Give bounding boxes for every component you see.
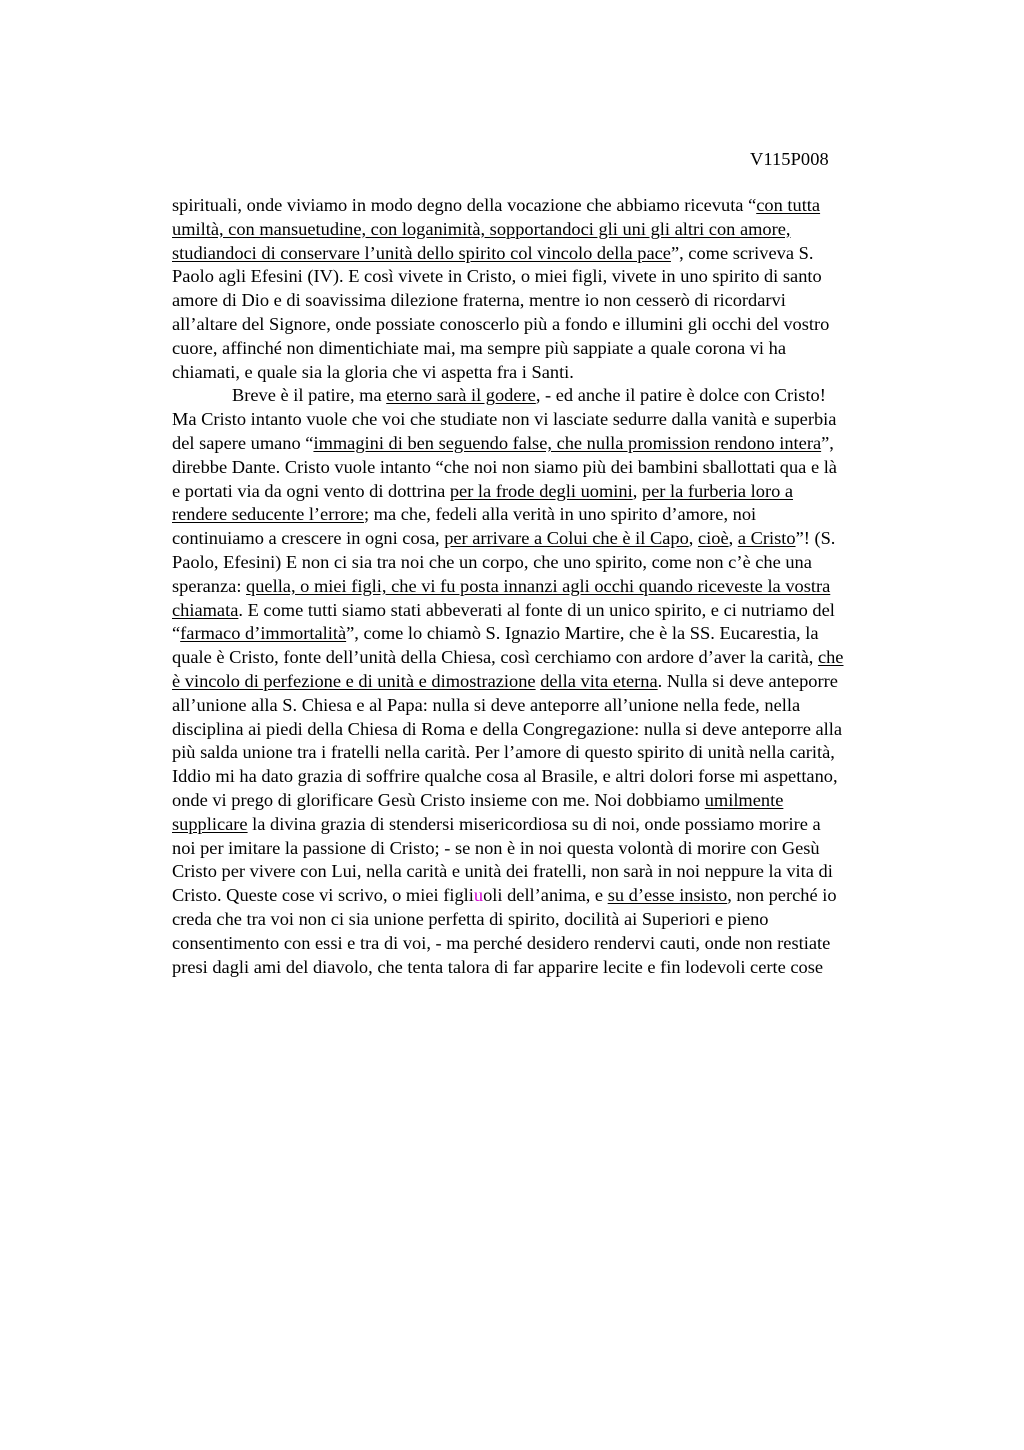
text-run: consentimento con essi e tra di voi, - ma perché desidero rendervi cauti, onde non restiate [172, 932, 831, 953]
text-line [172, 289, 924, 313]
underlined-text: quella, o miei figli, che vi fu posta innanzi agli occhi quando riceveste la vostra [246, 575, 831, 596]
text-run: onde vi prego di glorificare Gesù Cristo insieme con me. Noi dobbiamo [172, 789, 705, 810]
underlined-text: che [817, 647, 844, 668]
text-line [172, 622, 924, 646]
text-line [172, 860, 924, 884]
text-line [172, 765, 924, 789]
text-run: all’unione alla S. Chiesa e al Papa: nulla si deve anteporre all’unione nella fede, nella [172, 694, 801, 715]
text-run: . Nulla si deve anteporre [657, 670, 838, 691]
body-text [172, 194, 924, 979]
text-line [172, 527, 924, 551]
text-run: , - ed anche il patire è dolce con Cristo! [535, 385, 826, 406]
text-run: disciplina ai piedi della Chiesa di Roma e della Congregazione: nulla si deve anteporre alla [172, 718, 843, 739]
text-run: quale è Cristo, fonte dell’unità della Chiesa, così cerchiamo con ardore d’aver la carità, [172, 647, 818, 668]
text-line [172, 694, 924, 718]
text-line [172, 218, 924, 242]
text-line [172, 908, 924, 932]
text-line [172, 599, 924, 623]
text-line [172, 551, 924, 575]
text-run: , non perché io [727, 885, 837, 906]
text-line [172, 242, 924, 266]
text-run: presi dagli ami del diavolo, che tenta talora di far apparire lecite e fin lodevoli certe cose [172, 956, 824, 977]
text-run: ”! (S. [795, 528, 836, 549]
text-line [172, 932, 924, 956]
text-run: amore di Dio e di soavissima dilezione fraterna, mentre io non cesserò di ricordarvi [172, 290, 786, 311]
text-run: direbbe Dante. Cristo vuole intanto “che noi non siamo più dei bambini sballottati qua e là [172, 456, 837, 477]
underlined-text: studiandoci di conservare l’unità dello spirito col vincolo della pace [172, 242, 671, 263]
text-line [172, 337, 924, 361]
text-line [172, 789, 924, 813]
text-run: la divina grazia di stendersi misericordiosa su di noi, onde possiamo morire a [247, 813, 821, 834]
text-line [172, 503, 924, 527]
text-run: cuore, affinché non dimentichiate mai, ma sempre più sappiate a quale corona vi ha [172, 337, 786, 358]
text-run: Breve è il patire, ma [232, 385, 387, 406]
underlined-text: per arrivare a Colui che è il Capo [444, 528, 689, 549]
text-run: ”, [821, 432, 834, 453]
text-run: Cristo per vivere con Lui, nella carità e unità dei fratelli, non sarà in noi neppure la vita di [172, 861, 833, 882]
underlined-text: a Cristo [737, 528, 796, 549]
underlined-text: immagini di ben seguendo false, che nulla promission rendono intera [313, 432, 822, 453]
page-identifier: V115P008 [750, 149, 829, 169]
text-line [172, 265, 924, 289]
text-line [172, 384, 924, 408]
text-run: continuiamo a crescere in ogni cosa, [172, 528, 445, 549]
text-line [172, 956, 924, 980]
text-run: Ma Cristo intanto vuole che voi che studiate non vi lasciate sedurre dalla vanità e superbia [172, 409, 837, 430]
text-run: chiamati, e quale sia la gloria che vi aspetta fra i Santi. [172, 361, 574, 382]
underlined-text: con tutta [756, 195, 821, 215]
underlined-text: su d’esse insisto [607, 885, 728, 906]
text-line [172, 194, 924, 218]
text-line [172, 408, 924, 432]
highlighted-letter: u [473, 885, 484, 906]
text-run: Cristo. Queste cose vi scrivo, o miei figli [172, 885, 474, 906]
underlined-text: supplicare [172, 813, 248, 834]
text-run: e portati via da ogni vento di dottrina [172, 480, 450, 501]
text-line [172, 884, 924, 908]
text-line [172, 575, 924, 599]
text-line [172, 480, 924, 504]
text-run: oli dell’anima, e [483, 885, 608, 906]
text-run: , [728, 528, 738, 549]
text-line [172, 456, 924, 480]
underlined-text: eterno sarà il godere [386, 385, 536, 406]
text-run: “ [172, 623, 181, 644]
underlined-text: umilmente [704, 789, 784, 810]
underlined-text: per la frode degli uomini [449, 480, 633, 501]
text-line [172, 813, 924, 837]
underlined-text: cioè [697, 528, 729, 549]
text-line [172, 646, 924, 670]
text-run: . E come tutti siamo stati abbeverati al fonte di un unico spirito, e ci nutriamo del [238, 599, 835, 620]
text-line [172, 741, 924, 765]
text-line [172, 670, 924, 694]
text-line [172, 313, 924, 337]
underlined-text: per la furberia loro a [641, 480, 794, 501]
text-run: del sapere umano “ [172, 432, 314, 453]
text-run: Paolo, Efesini) E non ci sia tra noi che un corpo, che uno spirito, come non c’è che una [172, 551, 812, 572]
underlined-text: della vita eterna [540, 670, 658, 691]
text-run: creda che tra voi non ci sia unione perfetta di spirito, docilità ai Superiori e pieno [172, 908, 769, 929]
underlined-text: rendere seducente l’errore [172, 504, 364, 525]
underlined-text: umiltà, con mansuetudine, con loganimità, sopportandoci gli uni gli altri con amore, [172, 218, 791, 239]
underlined-text: farmaco d’immortalità [180, 623, 347, 644]
text-run: noi per imitare la passione di Cristo; - se non è in noi questa volontà di morire con Gesù [172, 837, 820, 858]
text-run: Iddio mi ha dato grazia di soffrire qualche cosa al Brasile, e altri dolori forse mi aspettano, [172, 766, 838, 787]
text-run: , [632, 480, 642, 501]
text-run: ”, come scriveva S. [670, 242, 814, 263]
text-run: , [688, 528, 698, 549]
text-line [172, 361, 924, 385]
text-run: speranza: [172, 575, 247, 596]
text-run: all’altare del Signore, onde possiate conoscerlo più a fondo e illumini gli occhi del vostro [172, 313, 830, 334]
underlined-text: chiamata [172, 599, 239, 620]
text-run: Paolo agli Efesini (IV). E così vivete in Cristo, o miei figli, vivete in uno spirito di santo [172, 266, 822, 287]
text-run: ; ma che, fedeli alla verità in uno spirito d’amore, noi [363, 504, 757, 525]
text-run: più salda unione tra i fratelli nella carità. Per l’amore di questo spirito di unità nella carità, [172, 742, 835, 763]
underlined-text: è vincolo di perfezione e di unità e dimostrazione [172, 670, 536, 691]
text-line [172, 432, 924, 456]
text-line [172, 837, 924, 861]
text-run: spirituali, onde viviamo in modo degno della vocazione che abbiamo ricevuta “ [172, 195, 757, 215]
text-line [172, 718, 924, 742]
text-run: ”, come lo chiamò S. Ignazio Martire, che è la SS. Eucarestia, la [346, 623, 819, 644]
